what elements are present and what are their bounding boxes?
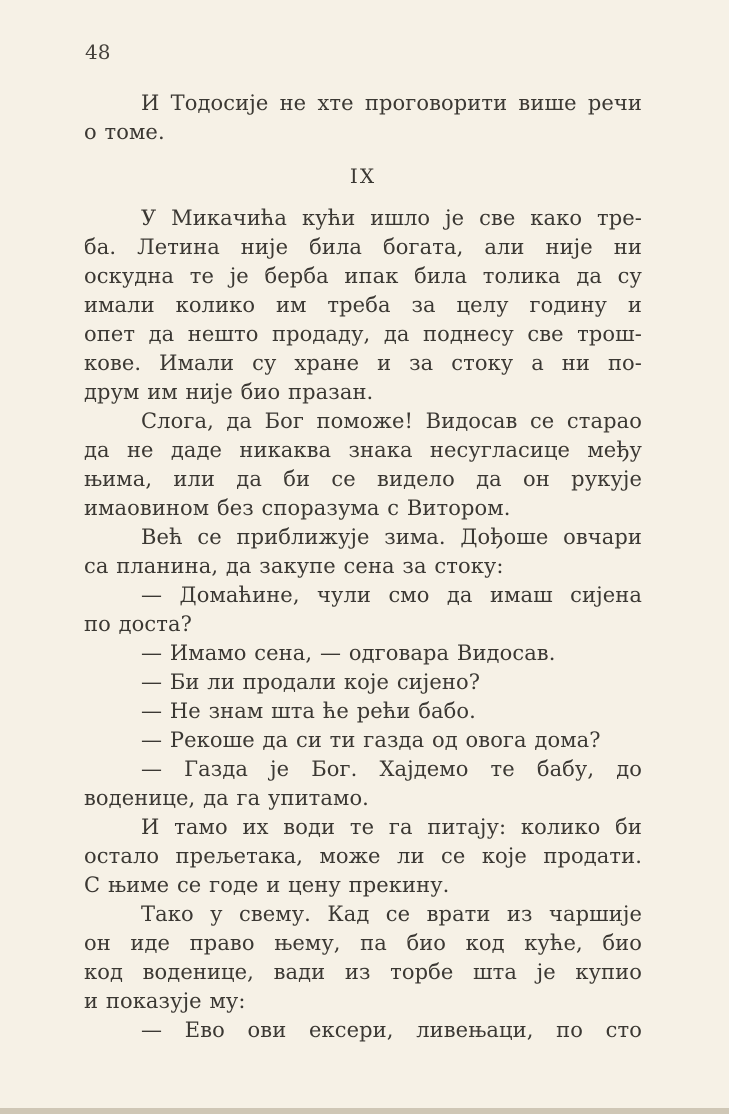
page-number: 48 (85, 40, 111, 64)
paragraph-3 (84, 523, 642, 581)
text-line: С њиме се годе и цену прекину. (84, 873, 450, 897)
page-bottom-edge (0, 1108, 729, 1114)
text-line: он иде право њему, па био код куће, био (84, 931, 642, 955)
dialogue-6 (84, 755, 642, 813)
text-line: И тамо их води те га питају: колико би (141, 815, 642, 839)
text-line: имали колико им треба за целу годину и (84, 293, 642, 317)
text-line: код воденице, вади из торбе шта је купио (84, 960, 642, 984)
text-line: И Тодосије не хте проговорити више речи (141, 91, 642, 115)
text-line: — Не знам шта ће рећи бабо. (141, 699, 476, 723)
page-text (84, 89, 642, 1045)
text-line: имаовином без споразума с Витором. (84, 496, 511, 520)
text-line: кове. Имали су хране и за стоку а ни по- (84, 351, 642, 375)
dialogue-7 (84, 1016, 642, 1045)
text-line: — Би ли продали које сијено? (141, 670, 481, 694)
dialogue-4 (84, 697, 642, 726)
text-line: са планина, да закупе сена за стоку: (84, 554, 504, 578)
dialogue-1 (84, 581, 642, 639)
dialogue-3 (84, 668, 642, 697)
text-line: — Газда је Бог. Хајдемо те бабу, до (141, 757, 642, 781)
paragraph-1 (84, 204, 642, 407)
text-line: остало прељетака, може ли се које продати. (84, 844, 642, 868)
text-line: Већ се приближује зима. Дођоше овчари (141, 525, 642, 549)
chapter-heading: IX (349, 164, 377, 188)
opening-paragraph (84, 89, 642, 147)
text-line: Слога, да Бог поможе! Видосав се старао (141, 409, 642, 433)
paragraph-4 (84, 813, 642, 900)
text-line: оскудна те је берба ипак била толика да су (84, 264, 642, 288)
text-line: њима, или да би се видело да он рукује (84, 467, 642, 491)
text-line: о томе. (84, 120, 165, 144)
text-line: У Микачића кући ишло је све како тре- (141, 206, 642, 230)
text-line: — Имамо сена, — одговара Видосав. (141, 641, 556, 665)
text-line: да не даде никаква знака несугласице међу (84, 438, 642, 462)
text-line: по доста? (84, 612, 192, 636)
text-line: воденице, да га упитамо. (84, 786, 369, 810)
paragraph-2 (84, 407, 642, 523)
paragraph-5 (84, 900, 642, 1016)
text-line: Тако у свему. Кад се врати из чаршије (141, 902, 642, 926)
text-line: друм им није био празан. (84, 380, 374, 404)
text-line: — Рекоше да си ти газда од овога дома? (141, 728, 601, 752)
dialogue-2 (84, 639, 642, 668)
text-line: и показује му: (84, 989, 246, 1013)
text-line: — Домаћине, чули смо да имаш сијена (141, 583, 642, 607)
text-line: — Ево ови ексери, ливењаци, по сто (141, 1018, 642, 1042)
text-line: ба. Летина није била богата, али није ни (84, 235, 642, 259)
dialogue-5 (84, 726, 642, 755)
text-line: опет да нешто продаду, да поднесу све трош- (84, 322, 642, 346)
